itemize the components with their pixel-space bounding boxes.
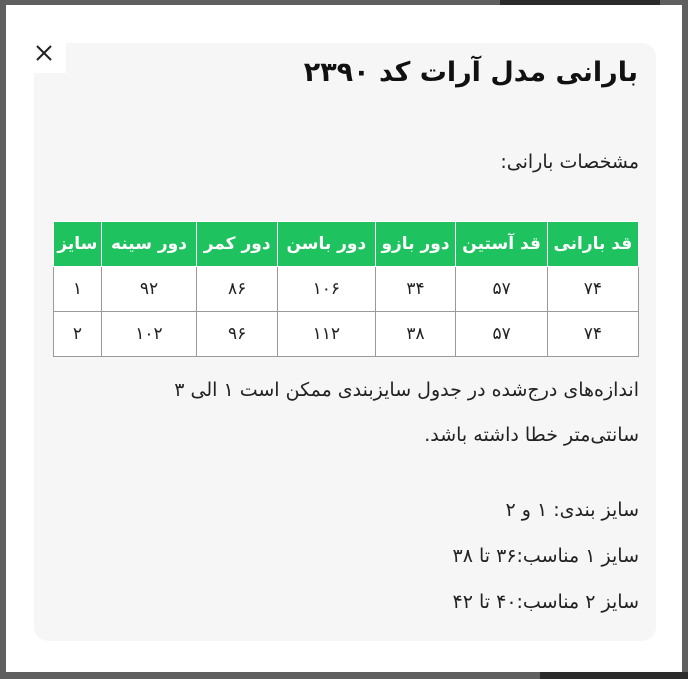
size-2-fit-text: سایز ۲ مناسب:۴۰ تا ۴۲ [452, 591, 639, 613]
table-cell: ۱۰۲ [101, 312, 196, 357]
table-cell: ۸۶ [197, 267, 278, 312]
header-arm-circumference: دور بازو [375, 222, 456, 267]
close-button[interactable] [22, 33, 66, 73]
table-cell: ۳۴ [375, 267, 456, 312]
table-cell: ۷۴ [547, 312, 638, 357]
header-hip-circumference: دور باسن [278, 222, 376, 267]
table-header-row [54, 222, 639, 267]
header-coat-length: قد بارانی [547, 222, 638, 267]
table-cell: ۱۱۲ [278, 312, 376, 357]
table-cell: ۵۷ [456, 267, 547, 312]
header-chest-circumference: دور سینه [101, 222, 196, 267]
table-row [54, 267, 639, 312]
specs-heading: مشخصات بارانی: [500, 151, 639, 173]
table-row [54, 312, 639, 357]
table-cell: ۱۰۶ [278, 267, 376, 312]
note-line-1: اندازه‌های درج‌شده در جدول سایزبندی ممکن است ۱ الی ۳ [174, 379, 639, 401]
background-strip-bottom [540, 672, 688, 679]
product-title: بارانی مدل آرات کد ۲۳۹۰ [303, 57, 638, 88]
header-sleeve-length: قد آستین [456, 222, 547, 267]
table-cell: ۵۷ [456, 312, 547, 357]
size-1-fit-text: سایز ۱ مناسب:۳۶ تا ۳۸ [452, 545, 639, 567]
table-cell: ۹۶ [197, 312, 278, 357]
size-info [453, 487, 639, 625]
table-cell: ۲ [54, 312, 102, 357]
header-waist-circumference: دور کمر [197, 222, 278, 267]
note-line-2: سانتی‌متر خطا داشته باشد. [424, 424, 639, 446]
size-range-text: سایز بندی: ۱ و ۲ [505, 499, 639, 521]
header-size: سایز [54, 222, 102, 267]
table-cell: ۹۲ [101, 267, 196, 312]
product-details-modal [6, 5, 682, 672]
details-card [34, 43, 656, 641]
table-cell: ۷۴ [547, 267, 638, 312]
table-cell: ۳۸ [375, 312, 456, 357]
close-icon [35, 44, 53, 62]
table-cell: ۱ [54, 267, 102, 312]
size-accuracy-note [49, 368, 639, 458]
size-table [53, 221, 639, 357]
